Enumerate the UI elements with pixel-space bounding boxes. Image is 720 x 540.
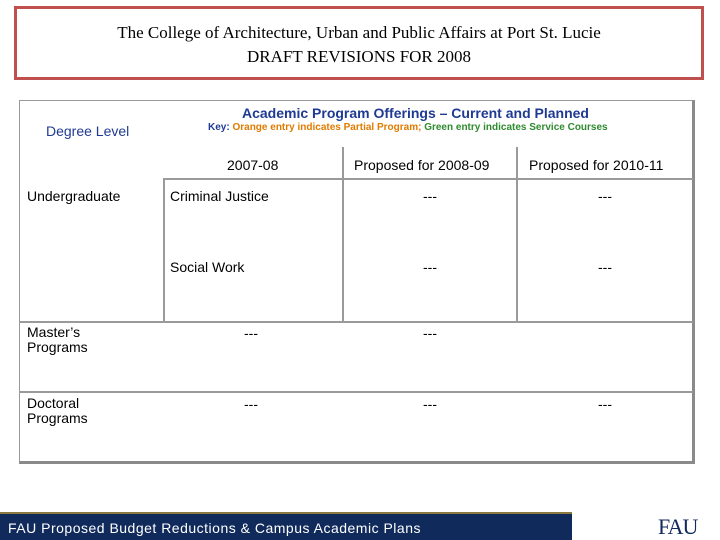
degree-level-header: Degree Level: [46, 123, 130, 139]
row-doctoral-2010-11: ---: [598, 396, 612, 412]
row-undergraduate-2008-09: ---: [423, 188, 437, 204]
col-header-2008-09: Proposed for 2008-09: [354, 157, 490, 173]
row-social-work-2010-11: ---: [598, 259, 612, 275]
row-masters-2008-09: ---: [423, 325, 437, 341]
title-box: [14, 6, 704, 80]
col-header-2007-08: 2007-08: [227, 157, 279, 173]
footer-text: FAU Proposed Budget Reductions & Campus Academic Plans: [8, 520, 421, 536]
key-green: Green entry indicates Service Courses: [424, 122, 608, 133]
grid-line: [163, 179, 165, 321]
key-legend: [208, 122, 608, 133]
footer-bar: [0, 512, 572, 540]
footer: [0, 512, 720, 540]
key-orange: Orange entry indicates Partial Program;: [232, 122, 422, 133]
col-header-2010-11: Proposed for 2010-11: [529, 157, 664, 173]
row-doctoral-degree: Doctoral Programs: [27, 395, 88, 426]
program-table: [19, 100, 695, 464]
row-doctoral-2007-08: ---: [244, 396, 258, 412]
row-undergraduate-degree: Undergraduate: [27, 188, 121, 204]
grid-line: [20, 391, 693, 393]
grid-line: [342, 147, 344, 321]
grid-line: [163, 178, 693, 180]
row-doctoral-2008-09: ---: [423, 396, 437, 412]
title-line-2: DRAFT REVISIONS FOR 2008: [246, 47, 472, 66]
key-prefix: Key:: [208, 122, 230, 133]
row-social-work-2007-08: Social Work: [170, 259, 245, 275]
title-line-1: The College of Architecture, Urban and Public Affairs at Port St. Lucie: [117, 23, 601, 42]
row-masters-2007-08: ---: [244, 325, 258, 341]
row-masters-degree: Master’s Programs: [27, 324, 88, 355]
row-social-work-2008-09: ---: [423, 259, 437, 275]
grid-line: [20, 321, 693, 323]
fau-logo: FAU: [658, 514, 698, 539]
row-undergraduate-2010-11: ---: [598, 188, 612, 204]
offerings-title: Academic Program Offerings – Current and Planned: [242, 105, 589, 121]
row-undergraduate-2007-08: Criminal Justice: [170, 188, 269, 204]
grid-line: [516, 147, 518, 321]
